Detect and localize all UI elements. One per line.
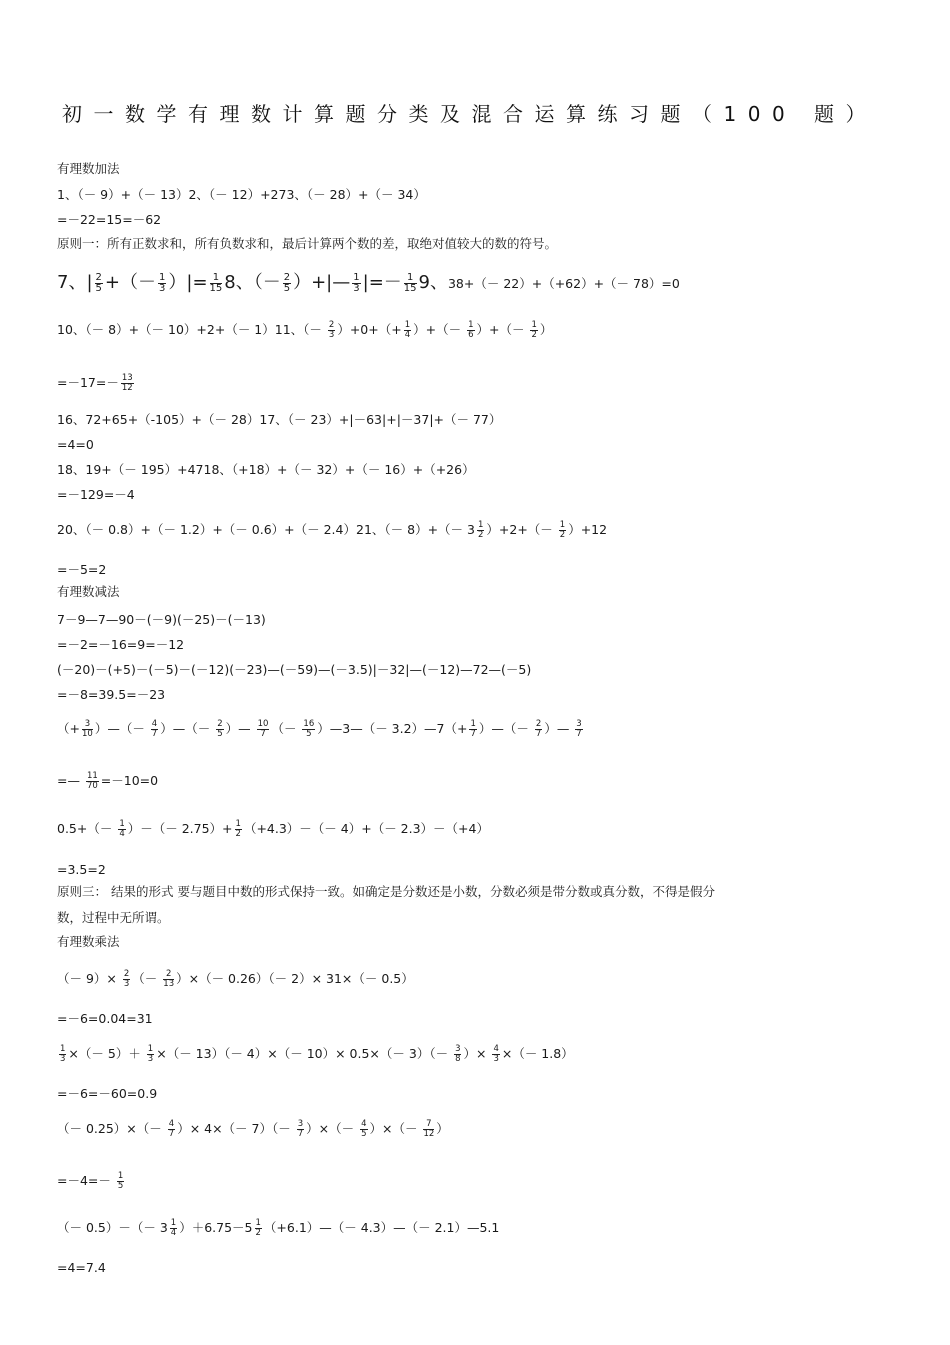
page-title: 初一数学有理数计算题分类及混合运算练习题（100 题） [62,102,878,126]
fraction-numerator: 4 [151,719,158,729]
answer-line: =－8=39.5=－23 [57,687,166,702]
fraction [302,720,315,739]
text-segment: ）+0+（+ [337,322,402,337]
fraction [210,273,223,294]
fraction-numerator: 10 [257,719,269,729]
fraction-numerator: 1 [531,320,537,330]
text-segment: ）×（－ [369,1121,422,1136]
text-segment: ）—（－ [478,721,533,736]
fraction-denominator: 3 [493,1054,499,1064]
fraction [170,1219,177,1238]
text-segment: （+ [57,721,80,736]
answer-line [57,772,158,791]
fraction-numerator: 4 [361,1119,367,1129]
fraction [404,321,411,340]
fraction [158,273,166,294]
fraction-denominator: 15 [209,282,223,294]
fraction-denominator: 5 [361,1129,367,1139]
fraction [168,1120,175,1139]
text-segment: ）＋6.75－5 [179,1220,253,1235]
fraction [469,720,476,739]
fraction [467,321,474,340]
fraction [82,720,93,739]
fraction-numerator: 1 [404,273,417,284]
fraction-denominator: 7 [168,1129,175,1139]
fraction [328,321,335,340]
fraction-numerator: 1 [255,1218,261,1228]
fraction-denominator: 12 [121,383,133,393]
fraction-denominator: 2 [255,1228,261,1238]
fraction [530,321,537,340]
problem-line [57,820,489,839]
text-segment: 20、（－ 0.8）+（－ 1.2）+（－ 0.6）+（－ 2.4）21、（－ 8）+（－ 3 [57,522,475,537]
problem-line [57,1120,449,1139]
answer-line: =4=7.4 [57,1260,106,1275]
answer-line: =4=0 [57,437,94,452]
fraction-denominator: 3 [353,282,360,294]
fraction-denominator: 5 [217,729,223,739]
fraction-numerator: 2 [328,320,335,330]
fraction-numerator: 2 [95,271,102,283]
fraction-denominator: 7 [535,729,542,739]
problem-line: 7－9—7—90－(－9)(－25)－(－13) [57,612,266,627]
text-segment: 38+（－ 22）+（+62）+（－ 78）=0 [447,276,680,291]
fraction-denominator: 10 [81,729,93,739]
answer-line: =－129=－4 [57,487,135,502]
text-segment: ）×（－ [306,1121,359,1136]
principle-three: 原则三： 结果的形式 要与题目中数的形式保持一致。如确定是分数还是小数，分数必须是带分数或真分数，不得是假分 [57,884,715,899]
text-segment: ）× [463,1046,491,1061]
fraction-denominator: 3 [60,1054,66,1064]
fraction-numerator: 2 [163,970,174,980]
fraction-numerator: 2 [283,271,291,283]
fraction-numerator: 2 [123,969,130,979]
fraction [151,720,158,739]
text-segment: （+6.1）—（－ 4.3）—（－ 2.1）—5.1 [263,1220,500,1235]
fraction [283,273,291,294]
text-segment: （－ [132,971,162,986]
fraction [575,720,582,739]
fraction-denominator: 5 [95,282,102,294]
fraction [121,374,134,393]
problem-line [57,1219,499,1238]
fraction-denominator: 12 [423,1129,435,1139]
text-segment: 8、（－ [224,272,281,293]
fraction-numerator: 1 [468,320,474,330]
problem-line [57,272,680,295]
fraction [360,1120,367,1139]
fraction-denominator: 15 [403,282,417,294]
fraction-denominator: 7 [576,729,582,739]
fraction-numerator: 4 [168,1119,175,1129]
text-segment: （－ 0.25）×（－ [57,1121,166,1136]
fraction-denominator: 6 [468,330,474,340]
text-segment: ） [436,1121,449,1136]
fraction [257,720,270,739]
text-segment: ）+|— [293,272,351,293]
fraction [163,970,174,989]
text-segment: ）|= [168,272,208,293]
fraction-denominator: 4 [170,1228,177,1238]
answer-line: =－6=－60=0.9 [57,1086,158,1101]
fraction-numerator: 1 [559,520,566,530]
fraction-numerator: 1 [117,1171,124,1181]
fraction-numerator: 16 [303,719,315,729]
answer-line [57,1172,126,1191]
fraction-denominator: 3 [147,1054,154,1064]
text-segment: （－ 9）× [57,971,121,986]
fraction-numerator: 7 [423,1120,434,1130]
fraction [235,820,242,839]
fraction-numerator: 1 [353,271,360,283]
fraction-numerator: 2 [535,719,542,729]
text-segment: （+4.3）－（－ 4）+（－ 2.3）－（+4） [243,821,489,836]
fraction [535,720,542,739]
fraction-denominator: 13 [163,979,175,989]
fraction-denominator: 7 [470,729,476,739]
fraction [423,1120,434,1139]
fraction [454,1045,461,1064]
fraction-numerator: 1 [147,1044,154,1054]
fraction-numerator: 1 [210,273,223,284]
section-heading-subtraction: 有理数减法 [57,584,120,599]
fraction-numerator: 3 [576,719,582,729]
problem-line: 16、72+65+（-105）+（－ 28）17、（－ 23）+|－63|+|－37|+（－ 77） [57,412,502,427]
fraction [59,1045,66,1064]
problem-line: (－20)－(+5)－(－5)－(－12)(－23)—(－59)—(－3.5)|－32|—(－12)—72—(－5) [57,662,532,677]
fraction-denominator: 70 [86,781,98,791]
fraction [297,1120,304,1139]
fraction-numerator: 1 [470,719,476,729]
text-segment: （－ [271,721,301,736]
fraction-numerator: 4 [493,1044,499,1054]
section-heading-multiplication: 有理数乘法 [57,934,120,949]
fraction [477,521,484,540]
fraction-denominator: 5 [117,1181,124,1191]
text-segment: ）+2+（－ [486,522,557,537]
fraction-denominator: 3 [123,979,130,989]
text-segment: ）—（－ [94,721,149,736]
fraction [559,521,566,540]
answer-line: =－22=15=－62 [57,212,162,227]
fraction-denominator: 4 [404,330,411,340]
fraction-denominator: 5 [306,729,312,739]
principle-three-cont: 数，过程中无所谓。 [57,910,170,925]
fraction [147,1045,154,1064]
text-segment: ）+12 [568,522,608,537]
answer-line: =3.5=2 [57,862,106,877]
text-segment: ）—3—（－ 3.2）—7（+ [317,721,468,736]
fraction [352,273,360,294]
problem-line: 18、19+（－ 195）+4718、（+18）+（－ 32）+（－ 16）+（+26） [57,462,475,477]
fraction-numerator: 3 [455,1044,461,1054]
problem-line [57,321,552,340]
fraction [492,1045,499,1064]
fraction-denominator: 3 [159,282,166,294]
text-segment: ）— [544,721,574,736]
text-segment: ×（－ 13）（－ 4）×（－ 10）× 0.5×（－ 3）（－ [156,1046,453,1061]
fraction-numerator: 1 [159,271,166,283]
fraction-numerator: 1 [119,819,125,829]
fraction-denominator: 7 [260,729,266,739]
text-segment: ×（－ 1.8） [501,1046,574,1061]
fraction-numerator: 3 [297,1119,304,1129]
text-segment: ）× 4×（－ 7）（－ [177,1121,295,1136]
fraction-numerator: 1 [60,1044,66,1054]
text-segment: +（－ [104,272,156,293]
principle-one: 原则一：所有正数求和，所有负数求和，最后计算两个数的差，取绝对值较大的数的符号。 [57,236,558,251]
text-segment: 10、（－ 8）+（－ 10）+2+（－ 1）11、（－ [57,322,326,337]
text-segment: |=－ [362,272,402,293]
text-segment: ）－（－ 2.75）+ [127,821,233,836]
fraction-denominator: 8 [455,1054,461,1064]
fraction [123,970,130,989]
text-segment: ）— [225,721,255,736]
text-segment: =－4=－ [57,1173,115,1188]
fraction [216,720,223,739]
problem-line [57,521,607,540]
fraction-numerator: 1 [235,819,241,829]
fraction [255,1219,262,1238]
fraction-denominator: 7 [151,729,158,739]
text-segment: 9、 [418,272,448,293]
fraction-numerator: 3 [82,720,93,730]
answer-line: =－6=0.04=31 [57,1011,153,1026]
fraction-denominator: 3 [328,330,335,340]
text-segment: ） [539,322,553,337]
fraction-denominator: 2 [235,829,241,839]
problem-line: 1、（－ 9）+（－ 13）2、（－ 12）+273、（－ 28）+（－ 34） [57,187,426,202]
text-segment: =— [57,773,84,788]
fraction [404,273,417,294]
problem-line [57,970,414,989]
fraction [86,772,99,791]
fraction-numerator: 2 [217,719,223,729]
fraction-numerator: 1 [477,520,484,530]
section-heading-addition: 有理数加法 [57,161,120,176]
text-segment: ）×（－ 0.26）（－ 2）× 31×（－ 0.5） [176,971,414,986]
answer-line [57,374,136,393]
fraction [118,820,125,839]
text-segment: 7、| [57,272,93,293]
text-segment: ）+（－ [476,322,529,337]
text-segment: =－10=0 [100,773,159,788]
fraction-numerator: 1 [170,1218,177,1228]
fraction-denominator: 4 [119,829,125,839]
fraction-numerator: 13 [121,373,133,383]
answer-line: =－2=－16=9=－12 [57,637,185,652]
text-segment: ）+（－ [413,322,466,337]
text-segment: 0.5+（－ [57,821,117,836]
fraction-numerator: 1 [404,320,411,330]
problem-line [57,1045,574,1064]
fraction [95,273,103,294]
text-segment: ）—（－ [160,721,215,736]
fraction-denominator: 2 [477,530,484,540]
fraction-numerator: 11 [86,771,98,781]
fraction-denominator: 2 [559,530,566,540]
text-segment: ×（－ 5）＋ [68,1046,145,1061]
text-segment: =－17=－ [57,375,119,390]
fraction-denominator: 7 [297,1129,304,1139]
text-segment: （－ 0.5）－（－ 3 [57,1220,168,1235]
fraction-denominator: 5 [283,282,291,294]
fraction [117,1172,124,1191]
fraction-denominator: 2 [531,330,537,340]
answer-line: =－5=2 [57,562,107,577]
problem-line [57,720,585,739]
